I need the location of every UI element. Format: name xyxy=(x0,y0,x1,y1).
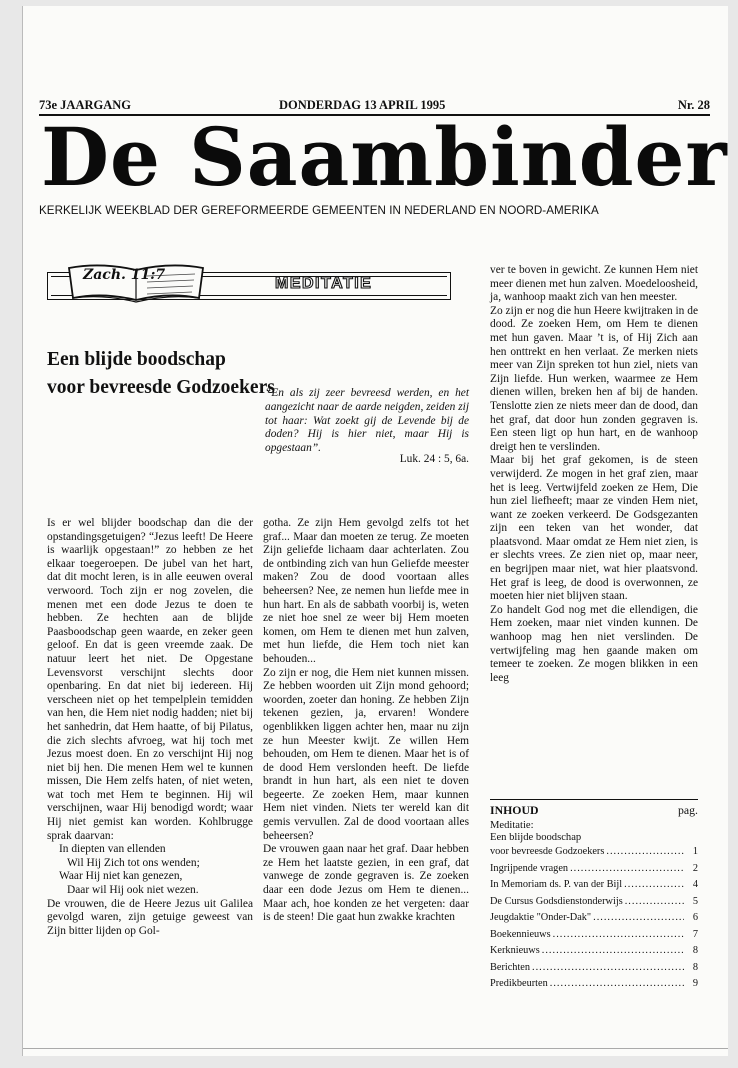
toc-item xyxy=(490,927,698,944)
paragraph: ver te boven in gewicht. Ze kunnen Hem niet meer dienen met hun zalven. Moedeloosheid, ja, wanhoop maakt zich van hen meester. xyxy=(490,264,698,304)
toc-item xyxy=(490,910,698,927)
toc-item-page: 1 xyxy=(692,846,698,857)
toc-item-title: Boekennieuws xyxy=(490,928,551,940)
toc-item-title: De Cursus Godsdienstonderwijs xyxy=(490,895,623,907)
toc-leader xyxy=(553,927,684,944)
article-column-1 xyxy=(47,517,253,938)
paragraph: De vrouwen, die de Heere Jezus uit Galilea gevolgd waren, zijn getuige geweest van Zijn bitter lijden op Gol- xyxy=(47,897,253,937)
toc-item-page: 4 xyxy=(692,879,698,890)
toc-item xyxy=(490,877,698,894)
issue-date: DONDERDAG 13 APRIL 1995 xyxy=(279,98,446,112)
poem-line: Waar Hij niet kan genezen, xyxy=(59,870,183,883)
article-headline xyxy=(47,346,275,402)
paragraph: gotha. Ze zijn Hem gevolgd zelfs tot het graf... Maar dan moeten ze terug. Ze moeten Zijn geliefde lichaam daar achterlaten. Zou de ontbinding zich van hun Geliefde meester maken? Zou de dood voortaan alles beheersen? Nee, ze nemen hun liefde mee in hun hart. En als de sabbath voorbij is, weten ze niet hoe snel ze weer bij Hem moeten komen, om Hem te dienen met hun zalven, met hun liefde, die Hem toch niet kan behouden... xyxy=(263,517,469,665)
article-column-3 xyxy=(490,264,698,685)
toc-item-title: In Memoriam ds. P. van der Bijl xyxy=(490,879,623,890)
toc-item-page: 7 xyxy=(692,928,698,940)
toc-item-page: 2 xyxy=(692,862,698,874)
toc-leader xyxy=(625,894,684,911)
toc-leader xyxy=(550,976,684,993)
toc-item-page: 8 xyxy=(692,961,698,973)
scripture-reference: Zach. 11:7 xyxy=(83,267,166,283)
toc-item-title: Jeugdaktie "Onder-Dak" xyxy=(490,912,592,923)
paragraph: De vrouwen gaan naar het graf. Daar hebben ze Hem het laatste gezien, in een graf, dat vanwege de zonde gegraven is. Ze zoeken daar een dode Jezus om Hem te dienen... Maar ach, hoe konden ze het vergeten: daar is de steen! Die gaat hun zwakke krachten xyxy=(263,843,469,924)
issue-number: Nr. 28 xyxy=(677,98,710,112)
masthead-title: De Saambinder xyxy=(41,110,728,204)
toc-leader xyxy=(624,877,684,894)
poem-line: In diepten van ellenden xyxy=(59,843,166,856)
toc-page-label: pag. xyxy=(678,803,698,817)
toc-item-title: Een blijde boodschap xyxy=(490,832,582,843)
paragraph: Zo handelt God nog met die ellendigen, die Hem zoeken, maar niet vinden kunnen. De wanhoop mag hen niet verslinden. De vertwijfeling mag hen gaande maken om temeer te zoeken. Ze mogen blikken in een leeg xyxy=(490,603,698,684)
meditatie-banner xyxy=(47,262,451,306)
toc-item xyxy=(490,844,698,861)
toc-item-page: 8 xyxy=(692,945,698,956)
headline-line-2: voor bevreesde Godzoekers xyxy=(47,377,275,398)
masthead-subtitle: KERKELIJK WEEKBLAD DER GEREFORMEERDE GEMEENTEN IN NEDERLAND EN NOORD-AMERIKA xyxy=(39,204,599,217)
poem-line: Daar wil Hij ook niet wezen. xyxy=(67,884,199,897)
toc-item-title: Berichten xyxy=(490,961,531,973)
toc-leader xyxy=(606,844,684,861)
paragraph: Zo zijn er nog die hun Heere kwijtraken in de dood. Ze zoeken Hem, om Hem te dienen met hun gaven. Maar ’t is, of Hij Zich aan hen onttrekt en hen verlaat. Ze merken niets meer van Zijn spreken tot hun ziel, niets van Zijn liefde. Hun werken, waarmee ze Hem dienen willen, breken hen af bij de handen. Tenslotte zien ze niets meer dan de dood, dan het graf, dat door hun zonden gegraven is. Een steen ligt op hun hart, en de wanhoop dreigt hen te verslinden. xyxy=(490,304,698,453)
article-column-2 xyxy=(263,517,469,925)
jaargang: 73e JAARGANG xyxy=(39,98,132,112)
toc-item-title: voor bevreesde Godzoekers xyxy=(490,846,605,857)
toc-leader xyxy=(570,861,684,878)
toc-title: INHOUD xyxy=(490,803,539,817)
toc-item-page: 5 xyxy=(692,895,698,907)
toc-leader xyxy=(542,943,684,960)
toc-leader xyxy=(532,960,684,977)
toc-item xyxy=(490,960,698,977)
newspaper-page xyxy=(22,6,728,1056)
toc-item-page: 6 xyxy=(692,912,698,923)
toc-item-title: Kerknieuws xyxy=(490,945,540,956)
quote-reference: Luk. 24 : 5, 6a. xyxy=(399,453,469,465)
poem-line: Wil Hij Zich tot ons wenden; xyxy=(67,856,200,869)
toc-item xyxy=(490,894,698,911)
table-of-contents xyxy=(490,799,698,993)
toc-item xyxy=(490,943,698,960)
toc-item xyxy=(490,861,698,878)
headline-line-1: Een blijde boodschap xyxy=(47,349,226,370)
toc-item-title: Predikbeurten xyxy=(490,978,548,989)
toc-header xyxy=(490,803,698,818)
toc-item xyxy=(490,976,698,993)
paragraph: Is er wel blijder boodschap dan die der opstandingsgetuigen? “Jezus leeft! De Heere is waarlijk opgestaan!” zo hebben ze het elkaar toegeroepen. De jubel van het hart, dat dit mocht leren, is in alle eeuwen overal verwoord. Toch zijn er nog zovelen, die menen met een dode Jezus te doen te hebben. Ze hechten aan de blijde Paasboodschap geen waarde, en zeker geen geloof. En dat is geen vreemde zaak. De natuur leert het niet. De Opgestane Levensvorst verschijnt slechts door openbaring. En dat niet bij iedereen. Hij verscheen niet op het tempelplein temidden van hen, die Hem niet nodig hadden; niet bij het sanhedrin, dat Hem haatte, of bij Pilatus, die zich slechts afvroeg, wat hij toch met Jezus moest doen. En zo verschijnt Hij nog niet bij hen. Die menen Hem wel te kunnen missen, Die Hem zelfs haten, of niet weten, wat toch met Hem te beginnen. Hij wil verschijnen, waar Hij benodigd wordt; waar Hij niet gemist kan worden. Kohlbrugge sprak daarvan: xyxy=(47,517,253,842)
section-label: MEDITATIE xyxy=(275,275,373,292)
toc-item-page: 9 xyxy=(692,978,698,989)
toc-section-label: Meditatie: xyxy=(490,820,534,831)
scripture-quote: “En als zij zeer bevreesd werden, en het aangezicht naar de aarde neigden, zeiden zij tot haar: Wat zoekt gij de Levende bij de doden? Hij is hier niet, maar Hij is opgestaan”. xyxy=(265,387,469,455)
page-bottom-rule xyxy=(23,1048,728,1049)
toc-item-title: Ingrijpende vragen xyxy=(490,862,569,874)
paragraph: Zo zijn er nog, die Hem niet kunnen missen. Ze hebben woorden uit Zijn mond gehoord; woorden, zoeter dan honing. Ze hebben Zijn tekenen gezien, ja, ervaren! Wondere ogenblikken liggen achter hen, maar nu zijn ze hun Meester kwijt. Ze willen Hem behouden, om Hem te dienen. Maar het is of de dood Hem verslonden heeft. De liefde brandt in hun hart, als een niet te doven begeerte. Ze zoeken Hem, maar kunnen Hem niet vinden. Niets ter wereld kan dit gemis vervullen. Zal de dood voortaan alles beheersen? xyxy=(263,666,469,842)
paragraph: Maar bij het graf gekomen, is de steen verwijderd. Ze mogen in het graf zien, maar het is leeg. Vertwijfeld zoeken ze Hem, Die hun ziel liefheeft; maar ze vinden Hem niet, want ze zoeken verkeerd. De Godsgezanten zijn een teken van het wonder, dat plaatsvond. Maar omdat ze Hem niet zien, is er slechts vrees. Ze zien niet op, maar neer, en begrijpen maar niet, wat hier plaatsvond. Het graf is leeg, de dood is overwonnen, ze moeten hier niet blijven staan. xyxy=(490,454,698,603)
toc-leader xyxy=(593,910,684,927)
